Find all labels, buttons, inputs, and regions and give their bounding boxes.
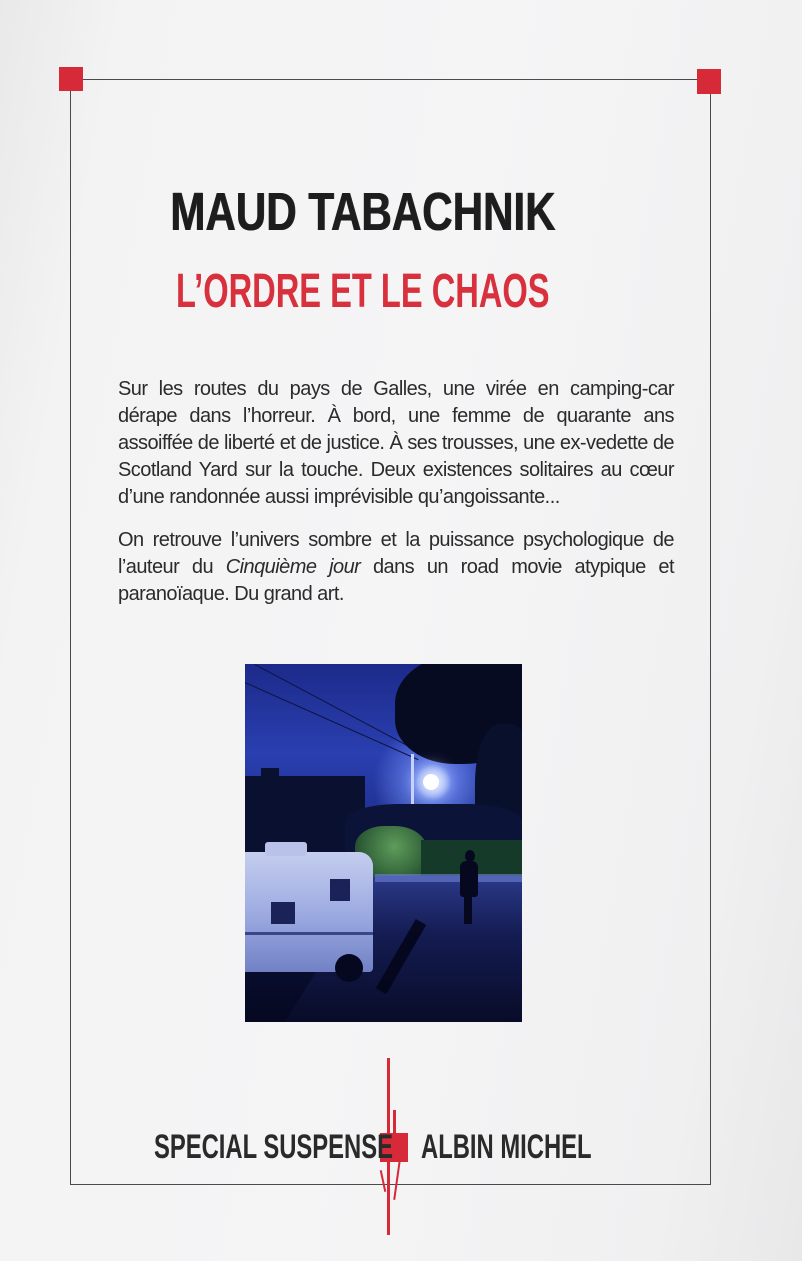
- publisher-name: ALBIN MICHEL: [421, 1128, 592, 1166]
- frame-top-line: [71, 79, 711, 80]
- woman-silhouette-body: [460, 861, 478, 897]
- blurb-paragraph-2: [118, 527, 674, 608]
- corner-square-top-right: [697, 69, 721, 94]
- blood-splatter-drip: [393, 1160, 401, 1200]
- sidewalk-light: [375, 874, 522, 882]
- blurb-paragraph-2-start: On retrouve l’univers sombre et la puissance psychologique de l’auteur du: [118, 529, 674, 578]
- blood-splatter-drip: [380, 1170, 387, 1192]
- camper-van-stripe: [245, 932, 373, 935]
- collection-name: SPECIAL SUSPENSE: [154, 1128, 393, 1166]
- cover-photo: [245, 664, 522, 1022]
- back-cover-blurb: [118, 376, 674, 624]
- book-title: L’ORDRE ET LE CHAOS: [176, 265, 550, 318]
- chimney: [261, 768, 279, 788]
- camper-van-window: [330, 879, 350, 901]
- blurb-paragraph-2-end: dans un road movie atypique et paranoïaque. Du grand art.: [118, 556, 675, 605]
- street-lamp-light: [423, 774, 439, 790]
- corner-square-top-left: [59, 67, 83, 91]
- author-name: MAUD TABACHNIK: [170, 182, 556, 242]
- frame-bottom-line: [70, 1184, 711, 1185]
- frame-left-line: [70, 79, 71, 1185]
- camper-van-window: [271, 902, 295, 924]
- frame-right-line: [710, 81, 711, 1185]
- woman-silhouette-legs: [464, 896, 472, 924]
- camper-van-roof: [265, 842, 307, 856]
- blurb-paragraph-1: Sur les routes du pays de Galles, une virée en camping-car dérape dans l’horreur. À bord, une femme de quarante ans assoiffée de liberté et de justice. À ses trousses, une ex-vedette de Scotland Yard sur la touche. Deux existences solitaires au cœur d’une randonnée aussi imprévisible qu’angoissante...: [118, 378, 674, 508]
- referenced-book-title: Cinquième jour: [225, 556, 361, 578]
- power-line: [245, 682, 419, 760]
- camper-van-wheel: [335, 954, 363, 982]
